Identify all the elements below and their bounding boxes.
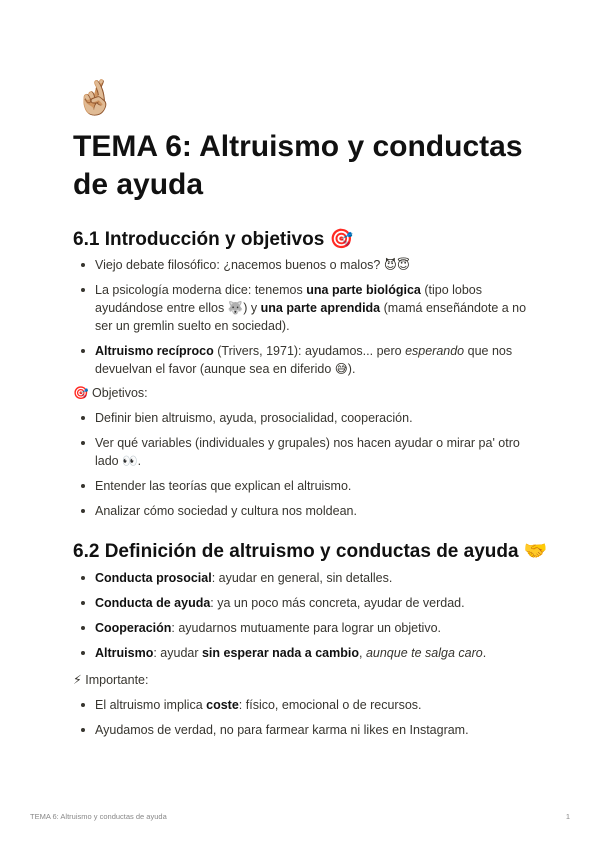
- list-item: La psicología moderna dice: tenemos una parte biológica (tipo lobos ayudándose entre ellos 🐺) y una parte aprendida (mamá enseñándote a no ser un gremlin suelto en sociedad).: [73, 281, 533, 335]
- objectives-list: [73, 409, 533, 520]
- section-heading-intro: 6.1 Introducción y objetivos 🎯: [73, 229, 354, 250]
- list-item: Conducta prosocial: ayudar en general, sin detalles.: [73, 569, 533, 587]
- list-item: Ayudamos de verdad, no para farmear karma ni likes en Instagram.: [73, 721, 533, 739]
- list-item: Altruismo recíproco (Trivers, 1971): ayudamos... pero esperando que nos devuelvan el favor (aunque sea en diferido 😅).: [73, 342, 533, 378]
- important-list: [73, 696, 533, 739]
- list-item: Altruismo: ayudar sin esperar nada a cambio, aunque te salga caro.: [73, 644, 533, 662]
- section-heading-definition: 6.2 Definición de altruismo y conductas de ayuda 🤝: [73, 541, 548, 562]
- list-item: El altruismo implica coste: físico, emocional o de recursos.: [73, 696, 533, 714]
- crossed-fingers-icon: 🤞🏼: [74, 79, 117, 117]
- intro-list: [73, 256, 533, 378]
- footer-doc-title: TEMA 6: Altruismo y conductas de ayuda: [30, 812, 167, 821]
- list-item: Entender las teorías que explican el altruismo.: [73, 477, 533, 495]
- list-item: Cooperación: ayudarnos mutuamente para lograr un objetivo.: [73, 619, 533, 637]
- important-label: ⚡ Importante:: [73, 673, 149, 687]
- objectives-label: 🎯 Objetivos:: [73, 386, 148, 400]
- list-item: Definir bien altruismo, ayuda, prosocialidad, cooperación.: [73, 409, 533, 427]
- page-title: TEMA 6: Altruismo y conductas de ayuda: [73, 130, 523, 201]
- list-item: Conducta de ayuda: ya un poco más concreta, ayudar de verdad.: [73, 594, 533, 612]
- definitions-list: [73, 569, 533, 662]
- list-item: Viejo debate filosófico: ¿nacemos buenos o malos? 😈😇: [73, 256, 533, 274]
- list-item: Ver qué variables (individuales y grupales) nos hacen ayudar o mirar pa' otro lado 👀.: [73, 434, 533, 470]
- footer-page-number: 1: [565, 812, 570, 821]
- list-item: Analizar cómo sociedad y cultura nos moldean.: [73, 502, 533, 520]
